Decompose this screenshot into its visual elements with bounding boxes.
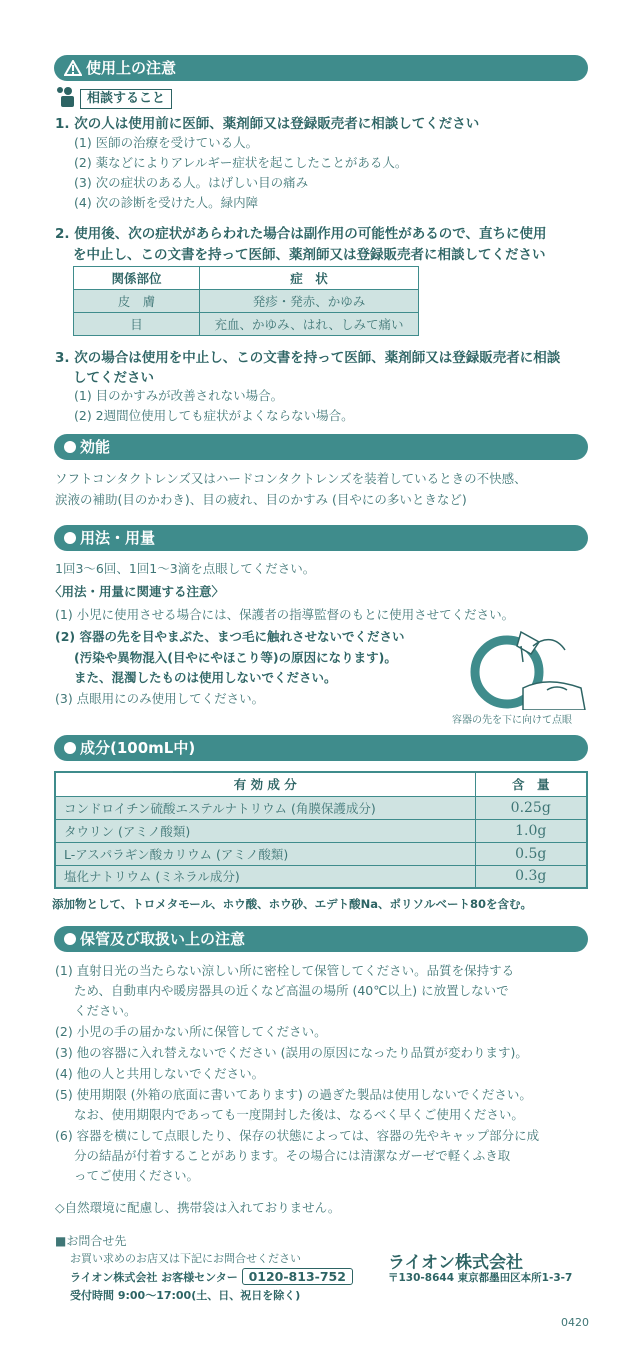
caution-item3-title: してください (73, 370, 154, 386)
dosage-note: (1) 小児に使用させる場合には、保護者の指導監督のもとに使用させてください。 (55, 607, 515, 622)
bullet-icon (64, 441, 76, 453)
contact-title: ■お問合せ先 (55, 1234, 127, 1248)
bullet-icon (64, 742, 76, 754)
caution-item1-sub: (4) 次の診断を受けた人。緑内障 (74, 195, 259, 210)
table-header: 症 状 (200, 267, 419, 290)
bullet-icon (64, 532, 76, 544)
table-row: コンドロイチン硫酸エステルナトリウム (角膜保護成分) 0.25g (55, 796, 587, 819)
storage-text: なお、使用期限内であっても一度開封した後は、なるべく早くご使用ください。 (74, 1107, 524, 1122)
table-row: 目 充血、かゆみ、はれ、しみて痛い (74, 313, 419, 336)
dosage-note: (2) 容器の先を目やまぶた、まつ毛に触れさせないでください (55, 629, 405, 644)
ingredients-table (54, 771, 588, 889)
efficacy-text: ソフトコンタクトレンズ又はハードコンタクトレンズを装着しているときの不快感、 (55, 471, 527, 486)
storage-header: 保管及び取扱い上の注意 (54, 926, 588, 952)
consult-label: 相談すること (80, 89, 172, 109)
caution-header: 使用上の注意 (54, 55, 588, 81)
table-row: 皮 膚 発疹・発赤、かゆみ (74, 290, 419, 313)
company-address: 〒130-8644 東京都墨田区本所1-3-7 (388, 1272, 573, 1284)
caution-item1-title: 1. 次の人は使用前に医師、薬剤師又は登録販売者に相談してください (55, 116, 480, 132)
storage-text: ください。 (74, 1003, 137, 1018)
eye-drop-illustration-icon (461, 628, 587, 710)
dosage-note: また、混濁したものは使用しないでください。 (74, 670, 337, 685)
contact-center: ライオン株式会社 お客様センター 0120-813-752 (70, 1268, 353, 1285)
warning-icon (64, 60, 82, 76)
code-number: 0420 (561, 1316, 589, 1329)
caution-item1-sub: (1) 医師の治療を受けている人。 (74, 135, 259, 150)
table-header: 有 効 成 分 (55, 772, 475, 796)
caution-item1-sub: (2) 薬などによりアレルギー症状を起こしたことがある人。 (74, 155, 408, 170)
dosage-note: (3) 点眼用にのみ使用してください。 (55, 691, 265, 706)
dosage-note: (汚染や異物混入(目やにやほこり等)の原因になります)。 (74, 650, 397, 665)
dosage-header: 用法・用量 (54, 525, 588, 551)
symptom-table (73, 266, 419, 336)
storage-text: (3) 他の容器に入れ替えないでください (誤用の原因になったり品質が変わります)。 (55, 1045, 528, 1060)
dosage-text: 1回3～6回、1回1～3滴を点眼してください。 (55, 561, 316, 576)
storage-text: ため、自動車内や暖房器具の近くなど高温の場所 (40℃以上) に放置しないで (74, 983, 509, 998)
contact-hours: 受付時間 9:00～17:00(土、日、祝日を除く) (70, 1289, 301, 1302)
bullet-icon (64, 933, 76, 945)
doctor-icon (55, 86, 75, 108)
illustration-caption: 容器の先を下に向けて点眼 (452, 715, 572, 726)
caution-item1-sub: (3) 次の症状のある人。はげしい目の痛み (74, 175, 309, 190)
ingredients-header: 成分(100mL中) (54, 735, 588, 761)
efficacy-header: 効能 (54, 434, 588, 460)
caution-item2-title: を中止し、この文書を持って医師、薬剤師又は登録販売者に相談してください (73, 247, 546, 263)
additives-text: 添加物として、トロメタモール、ホウ酸、ホウ砂、エデト酸Na、ポリソルベート80を含む。 (52, 897, 533, 911)
storage-text: (4) 他の人と共用しないでください。 (55, 1066, 265, 1081)
storage-text: (2) 小児の手の届かない所に保管してください。 (55, 1024, 327, 1039)
caution-item3-sub: (1) 目のかすみが改善されない場合。 (74, 388, 284, 403)
table-header: 関係部位 (74, 267, 200, 290)
table-row: L-アスパラギン酸カリウム (アミノ酸類) 0.5g (55, 842, 587, 865)
storage-text: (6) 容器を横にして点眼したり、保存の状態によっては、容器の先やキャップ部分に成 (55, 1128, 540, 1143)
caution-item3-title: 3. 次の場合は使用を中止し、この文書を持って医師、薬剤師又は登録販売者に相談 (55, 350, 561, 366)
storage-text: (1) 直射日光の当たらない涼しい所に密栓して保管してください。品質を保持する (55, 963, 515, 978)
caution-item2-title: 2. 使用後、次の症状があらわれた場合は副作用の可能性があるので、直ちに使用 (55, 226, 547, 242)
table-header: 含 量 (475, 772, 587, 796)
table-row: 塩化ナトリウム (ミネラル成分) 0.3g (55, 865, 587, 888)
table-row: タウリン (アミノ酸類) 1.0g (55, 819, 587, 842)
dosage-note-title: 〈用法・用量に関連する注意〉 (49, 584, 225, 599)
contact-line: お買い求めのお店又は下記にお問合せください (70, 1252, 301, 1265)
storage-text: (5) 使用期限 (外箱の底面に書いてあります) の過ぎた製品は使用しないでください。 (55, 1087, 532, 1102)
company-name: ライオン株式会社 (388, 1253, 523, 1273)
efficacy-text: 涙液の補助(目のかわき)、目の疲れ、目のかすみ (目やにの多いときなど) (55, 492, 467, 507)
tel-number: 0120-813-752 (242, 1268, 353, 1285)
eco-note: ◇自然環境に配慮し、携帯袋は入れておりません。 (55, 1200, 341, 1215)
storage-text: ってご使用ください。 (74, 1168, 200, 1183)
caution-item3-sub: (2) 2週間位使用しても症状がよくならない場合。 (74, 408, 354, 423)
storage-text: 分の結晶が付着することがあります。その場合には清潔なガーゼで軽くふき取 (74, 1148, 511, 1163)
